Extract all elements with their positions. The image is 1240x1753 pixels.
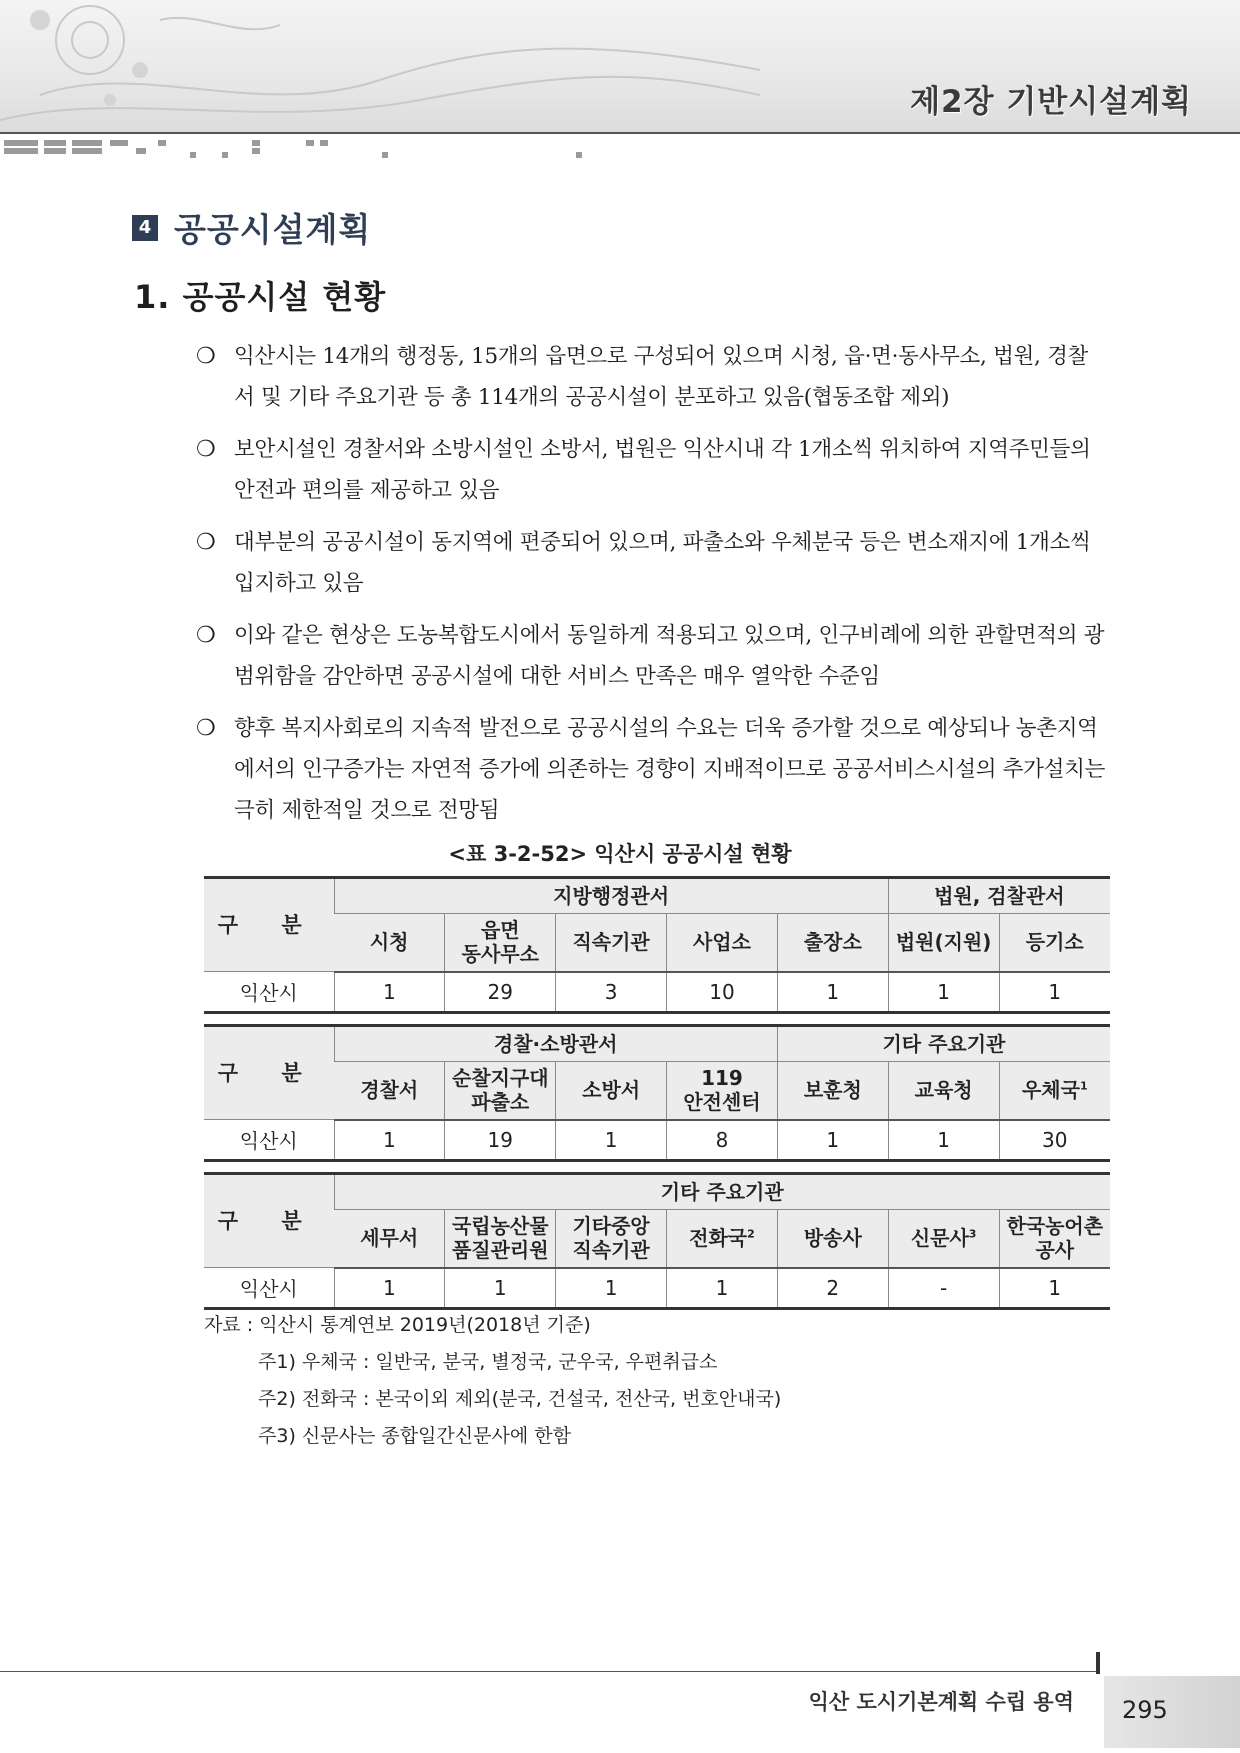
- table-cell: 1: [999, 972, 1110, 1013]
- table-cell: 1: [445, 1268, 556, 1309]
- table-column-header: 시청: [334, 914, 445, 972]
- table-group-header: 경찰·소방관서: [334, 1026, 777, 1062]
- table-column-header: 방송사: [777, 1210, 888, 1268]
- bullet-list: [196, 336, 1108, 842]
- table-column-header: 세무서: [334, 1210, 445, 1268]
- table-column-header: 보훈청: [777, 1062, 888, 1120]
- footer-tick: [1096, 1652, 1100, 1674]
- table-group-header: 법원, 검찰관서: [888, 878, 1110, 914]
- footnote: 주3) 신문사는 종합일간신문사에 한함: [258, 1425, 571, 1447]
- footer-divider: [0, 1671, 1100, 1672]
- table-column-header: 전화국$^2$: [667, 1210, 778, 1268]
- table-cell: 1: [888, 972, 999, 1013]
- bullet-text: 익산시는 14개의 행정동, 15개의 읍면으로 구성되어 있으며 시청, 읍·면·동사무소, 법원, 경찰서 및 기타 주요기관 등 총 114개의 공공시설이 분포하고 있음(협동조합 제외): [234, 344, 1089, 410]
- section-title: 공공시설계획: [174, 210, 372, 249]
- footer-title: 익산 도시기본계획 수립 용역: [808, 1690, 1074, 1714]
- section-heading: [132, 204, 371, 251]
- bullet-text: 이와 같은 현상은 도농복합도시에서 동일하게 적용되고 있으며, 인구비례에 의한 관할면적의 광범위함을 감안하면 공공시설에 대한 서비스 만족은 매우 열악한 수준임: [234, 623, 1105, 689]
- bullet-circle-icon: ❍: [196, 623, 216, 648]
- bullet-item: [196, 336, 1108, 418]
- footnote: 주2) 전화국 : 본국이외 제외(분국, 건설국, 전산국, 번호안내국): [258, 1388, 782, 1410]
- table-cell: 1: [334, 1120, 445, 1161]
- chapter-title: 제2장 기반시설계획: [910, 84, 1192, 120]
- source-note: 자료 : 익산시 통계연보 2019년(2018년 기준): [204, 1314, 591, 1336]
- table-cell: 30: [999, 1120, 1110, 1161]
- row-label: 익산시: [204, 1268, 334, 1309]
- table-group-header: 기타 주요기관: [777, 1026, 1110, 1062]
- table-cell: 10: [667, 972, 778, 1013]
- bullet-circle-icon: ❍: [196, 530, 216, 555]
- section-number-badge: 4: [132, 215, 158, 241]
- table-column-header: 119 안전센터: [667, 1062, 778, 1120]
- bullet-circle-icon: ❍: [196, 344, 216, 369]
- table-row-header: 구 분: [204, 1174, 334, 1268]
- bullet-text: 대부분의 공공시설이 동지역에 편중되어 있으며, 파출소와 우체분국 등은 변소재지에 1개소씩 입지하고 있음: [234, 530, 1091, 596]
- table-row: [204, 1268, 1110, 1309]
- row-label: 익산시: [204, 1120, 334, 1161]
- table-column-header: 법원(지원): [888, 914, 999, 972]
- header-divider: [0, 132, 1240, 134]
- table-group-header: 기타 주요기관: [334, 1174, 1110, 1210]
- table-column-header: 경찰서: [334, 1062, 445, 1120]
- table-column-header: 등기소: [999, 914, 1110, 972]
- bullet-item: [196, 615, 1108, 697]
- table-column-header: 기타중앙 직속기관: [556, 1210, 667, 1268]
- table-cell: 8: [667, 1120, 778, 1161]
- bullet-circle-icon: ❍: [196, 437, 216, 462]
- footnote-marker: 2: [747, 1227, 755, 1241]
- table-cell: 1: [556, 1120, 667, 1161]
- subsection-title: 1. 공공시설 현황: [134, 278, 387, 316]
- bullet-item: [196, 429, 1108, 511]
- footnote-marker: 3: [968, 1227, 977, 1241]
- row-label: 익산시: [204, 972, 334, 1013]
- facility-table-1: [204, 876, 1110, 1014]
- table-column-header: 순찰지구대 파출소: [445, 1062, 556, 1120]
- bullet-text: 보안시설인 경찰서와 소방시설인 소방서, 법원은 익산시내 각 1개소씩 위치하여 지역주민들의 안전과 편의를 제공하고 있음: [234, 437, 1091, 503]
- bullet-circle-icon: ❍: [196, 716, 216, 741]
- table-cell: 1: [556, 1268, 667, 1309]
- table-column-header: 교육청: [888, 1062, 999, 1120]
- table-cell: 3: [556, 972, 667, 1013]
- dot-strip-decoration: [0, 138, 600, 160]
- table-column-header: 한국농어촌 공사: [999, 1210, 1110, 1268]
- header-band: [0, 0, 1240, 132]
- table-notes: [204, 1310, 781, 1458]
- footnote-marker: 1: [1079, 1079, 1088, 1093]
- table-cell: 1: [777, 972, 888, 1013]
- table-cell: -: [888, 1268, 999, 1309]
- table-cell: 1: [777, 1120, 888, 1161]
- table-group-header: 지방행정관서: [334, 878, 888, 914]
- bullet-item: [196, 522, 1108, 604]
- footnote: 주1) 우체국 : 일반국, 분국, 별정국, 군우국, 우편취급소: [258, 1351, 718, 1373]
- page-number: 295: [1122, 1696, 1168, 1724]
- table-row-header: 구 분: [204, 1026, 334, 1120]
- bullet-text: 향후 복지사회로의 지속적 발전으로 공공시설의 수요는 더욱 증가할 것으로 예상되나 농촌지역에서의 인구증가는 자연적 증가에 의존하는 경향이 지배적이므로 공공서비스시설의 추가설치는 극히 제한적일 것으로 전망됨: [234, 716, 1106, 823]
- facility-table-3: [204, 1172, 1110, 1310]
- table-column-header: 사업소: [667, 914, 778, 972]
- table-column-header: 출장소: [777, 914, 888, 972]
- bullet-item: [196, 708, 1108, 831]
- floral-decoration: [0, 0, 760, 132]
- table-column-header: 신문사$^3$: [888, 1210, 999, 1268]
- table-column-header: 국립농산물 품질관리원: [445, 1210, 556, 1268]
- table-cell: 1: [888, 1120, 999, 1161]
- table-caption: <표 3-2-52> 익산시 공공시설 현황: [448, 842, 792, 866]
- table-cell: 1: [667, 1268, 778, 1309]
- table-row: [204, 1120, 1110, 1161]
- table-cell: 19: [445, 1120, 556, 1161]
- table-column-header: 직속기관: [556, 914, 667, 972]
- table-row-header: 구 분: [204, 878, 334, 972]
- table-cell: 1: [334, 972, 445, 1013]
- table-cell: 1: [334, 1268, 445, 1309]
- table-column-header: 소방서: [556, 1062, 667, 1120]
- facility-table-2: [204, 1024, 1110, 1162]
- table-cell: 2: [777, 1268, 888, 1309]
- table-cell: 29: [445, 972, 556, 1013]
- table-row: [204, 972, 1110, 1013]
- table-column-header: 읍면 동사무소: [445, 914, 556, 972]
- table-column-header: 우체국$^1$: [999, 1062, 1110, 1120]
- table-cell: 1: [999, 1268, 1110, 1309]
